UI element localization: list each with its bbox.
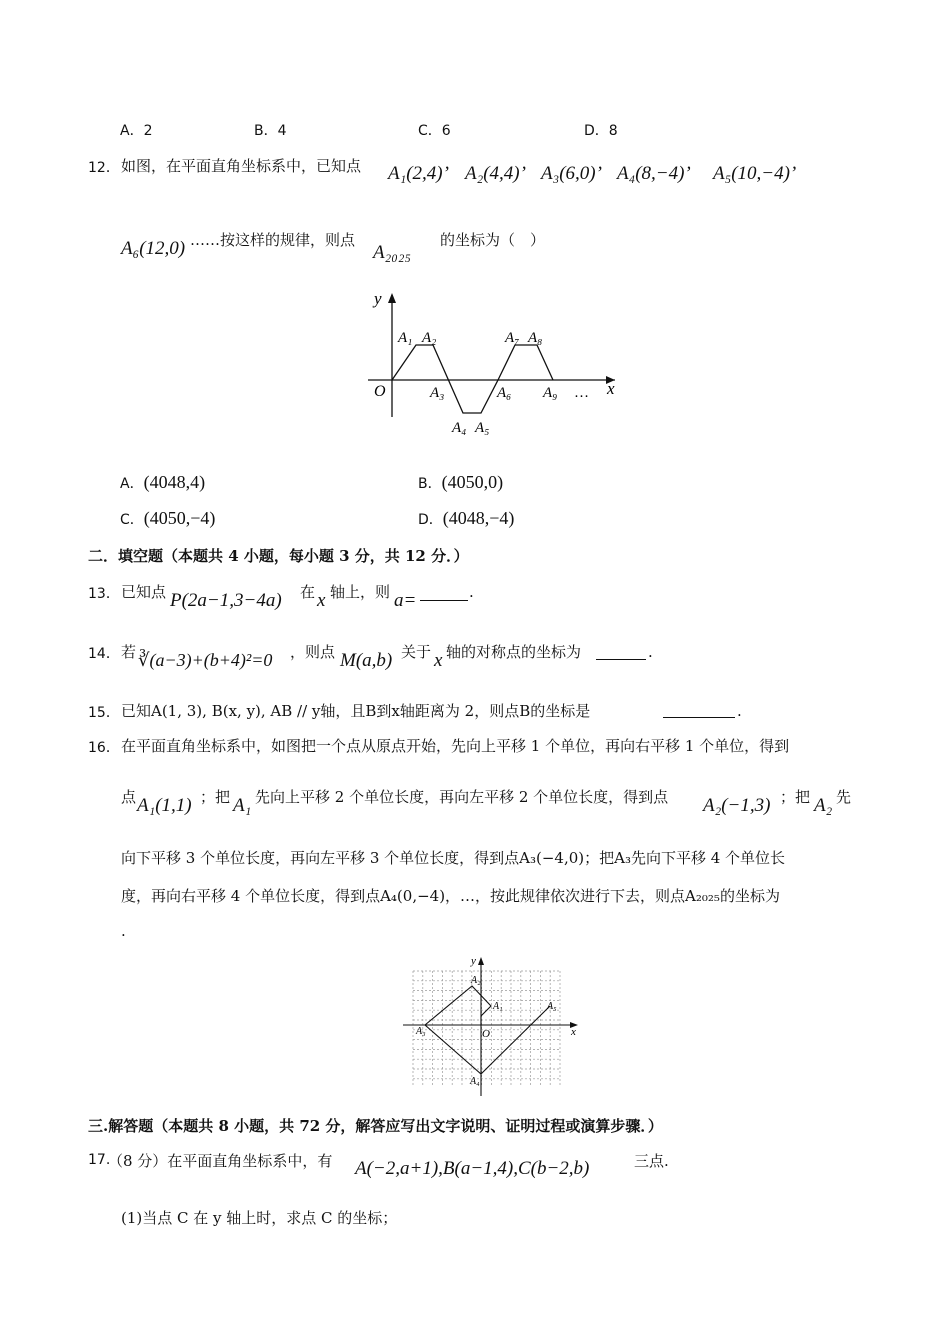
q14-axis: x	[434, 650, 443, 671]
q14-point: M(a,b)	[340, 650, 393, 671]
fig1-label-a4: A₄	[452, 420, 467, 436]
q16-figure	[400, 950, 585, 1098]
q11-option-b: B．4	[254, 123, 287, 139]
q14-expr: ∛(a−3)+(b+4)²=0	[138, 650, 273, 670]
fig2-label-a1: A₁	[493, 1001, 503, 1012]
fig2-label-a3: A₃	[416, 1026, 426, 1037]
section2-title: 二．填空题（本题共 4 小题，每小题 3 分，共 12 分．）	[88, 547, 469, 565]
q11-option-c: C．6	[418, 123, 451, 139]
q16-line1: 在平面直角坐标系中，如图把一个点从原点开始，先向上平移 1 个单位，再向右平移 1 个单位，得到	[121, 737, 790, 755]
y-axis-arrow	[388, 293, 396, 303]
q11-option-a: A．2	[120, 123, 153, 139]
q12-target: A₂₀₂₅	[373, 242, 412, 263]
q12-point-a2: A₂(4,4)’	[465, 163, 526, 184]
q17-sub1: (1)当点 C 在 y 轴上时，求点 C 的坐标；	[121, 1209, 398, 1227]
q14-text-2: ，则点	[290, 643, 336, 661]
q16-number: 16．	[88, 740, 120, 756]
q15-number: 15．	[88, 705, 120, 721]
q12-line2-text: ……按这样的规律，则点	[190, 231, 356, 249]
q14-answer-blank[interactable]	[596, 645, 646, 660]
q15-answer-blank[interactable]	[663, 703, 735, 718]
q12-point-a6: A₆(12,0)	[121, 238, 186, 259]
q12-point-a5: A₅(10,−4)’	[713, 163, 797, 184]
fig1-label-ellipsis: …	[574, 385, 589, 401]
q14-number: 14．	[88, 646, 120, 662]
q12-point-a4: A₄(8,−4)’	[617, 163, 691, 184]
q12-point-a1: A₁(2,4)’	[388, 163, 449, 184]
fig1-label-a7: A₇	[505, 330, 520, 346]
q13-number: 13．	[88, 586, 120, 602]
q13-text-3: 轴上，则	[330, 583, 391, 601]
q11-option-d: D．8	[584, 123, 618, 139]
q12-tail: 的坐标为（ ）	[440, 231, 546, 249]
q12-stem: 如图，在平面直角坐标系中，已知点	[121, 157, 362, 175]
q12-point-a3: A₃(6,0)’	[541, 163, 602, 184]
q17-expr: A(−2,a+1),B(a−1,4),C(b−2,b)	[355, 1158, 590, 1179]
fig1-label-o: O	[374, 383, 386, 400]
q12-option-c: C．(4050,−4)	[120, 508, 216, 528]
q12-option-d: D．(4048,−4)	[418, 508, 515, 528]
q14-text-1: 若	[121, 643, 137, 661]
q16-line2-p1: A₁(1,1)	[137, 795, 192, 816]
fig1-label-a5: A₅	[475, 420, 490, 436]
fig1-label-y: y	[374, 289, 382, 308]
q14-end: .	[648, 643, 653, 661]
q14-text-3: 关于	[401, 643, 432, 661]
q16-line2-d: ；把	[780, 788, 811, 806]
q15-text: 已知A(1, 3), B(x, y), AB // y轴，且B到x轴距离为 2，则点B的坐标是	[121, 702, 591, 720]
fig2-label-a2: A₂	[471, 975, 481, 986]
q12-option-a: A．(4048,4)	[120, 472, 206, 492]
q16-line2-a: 点	[121, 788, 137, 806]
q13-var: a=	[394, 590, 417, 611]
q12-number: 12．	[88, 160, 120, 176]
q13-text-2: 在	[300, 583, 316, 601]
q17-number: 17.	[88, 1152, 111, 1168]
q13-expr: P(2a−1,3−4a)	[170, 590, 282, 611]
fig1-label-a8: A₈	[528, 330, 543, 346]
q16-line2-p2: A₁	[233, 795, 252, 816]
q16-line2-b: ；把	[200, 788, 231, 806]
fig2-label-a5: A₅	[547, 1001, 557, 1012]
section3-title: 三.解答题（本题共 8 小题，共 72 分，解答应写出文字说明、证明过程或演算步骤．）	[88, 1117, 663, 1135]
q16-line2-c: 先向上平移 2 个单位长度，再向左平移 2 个单位长度，得到点	[255, 788, 669, 806]
q17-text-1: （8 分）在平面直角坐标系中，有	[108, 1152, 333, 1170]
q16-line5: .	[121, 922, 126, 940]
q16-line2-e: 先	[836, 788, 852, 806]
q12-figure	[360, 285, 630, 440]
fig1-label-a2: A₂	[422, 330, 437, 346]
q15-end: .	[737, 702, 742, 720]
fig2-label-o: O	[482, 1028, 490, 1040]
q16-line3: 向下平移 3 个单位长度，再向左平移 3 个单位长度，得到点A₃(−4,0)；把A₃先向下平移 4 个单位长	[121, 849, 786, 867]
fig1-label-a9: A₉	[543, 385, 558, 401]
fig1-label-a3: A₃	[430, 385, 445, 401]
q16-line4: 度，再向右平移 4 个单位长度，得到点A₄(0,−4)，…，按此规律依次进行下去，则点A₂₀₂₅的坐标为	[121, 887, 780, 905]
q13-answer-blank[interactable]	[420, 586, 468, 601]
path-polyline	[392, 345, 553, 413]
y-axis-arrow	[478, 957, 484, 965]
q12-option-b: B．(4050,0)	[418, 472, 504, 492]
q13-end: .	[469, 583, 474, 601]
q13-axis: x	[317, 590, 326, 611]
q17-text-2: 三点.	[634, 1152, 669, 1170]
q13-text-1: 已知点	[121, 583, 167, 601]
q16-line2-p4: A₂	[814, 795, 833, 816]
q14-text-4: 轴的对称点的坐标为	[446, 643, 582, 661]
fig1-label-a6: A₆	[497, 385, 512, 401]
fig1-label-x: x	[607, 379, 615, 398]
q16-line2-p3: A₂(−1,3)	[703, 795, 771, 816]
fig1-label-a1: A₁	[398, 330, 413, 346]
fig2-label-a4: A₄	[470, 1076, 480, 1087]
fig2-label-x: x	[571, 1026, 576, 1038]
fig2-label-y: y	[471, 955, 476, 967]
